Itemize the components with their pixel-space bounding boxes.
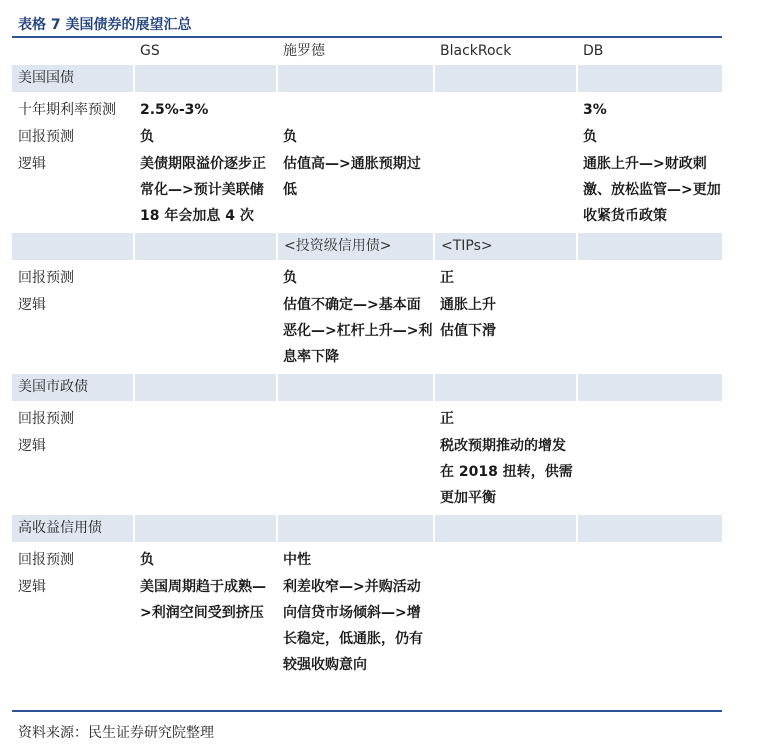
column-header-gs: GS — [140, 43, 160, 59]
column-header-schroders: 施罗德 — [283, 43, 325, 59]
table-cell — [577, 291, 722, 370]
table-cell — [277, 96, 434, 123]
table-cell — [577, 264, 722, 291]
table-row — [12, 264, 722, 291]
subheader — [577, 233, 722, 260]
table-cell: 负 — [140, 552, 154, 568]
section-band — [12, 515, 722, 542]
row-label: 逻辑 — [18, 579, 46, 595]
table-cell: 负 — [283, 270, 297, 286]
column-header-db: DB — [583, 43, 604, 59]
table-cell — [134, 432, 277, 511]
section-band — [12, 233, 722, 260]
table-cell: 正 — [440, 411, 454, 427]
table-bottom-rule — [12, 710, 722, 712]
bond-outlook-table — [12, 38, 722, 678]
table-cell: 负 — [140, 129, 154, 145]
row-label: 回报预测 — [18, 552, 74, 568]
table-cell: 估值不确定—>基本面恶化—>杠杆上升—>利息率下降 — [283, 297, 433, 365]
table-cell — [277, 432, 434, 511]
table-cell: 中性 — [283, 552, 311, 568]
section-title: 美国市政债 — [12, 374, 134, 401]
table-cell: 负 — [283, 129, 297, 145]
table-cell: 3% — [583, 102, 607, 118]
table-row — [12, 96, 722, 123]
table-cell — [577, 546, 722, 573]
table-cell — [434, 546, 577, 573]
column-header-blackrock: BlackRock — [440, 43, 512, 59]
table-cell: 通胀上升—>财政刺激、放松监管—>更加收紧货币政策 — [583, 156, 721, 224]
row-label: 回报预测 — [18, 411, 74, 427]
row-label: 逻辑 — [18, 297, 46, 313]
row-label: 回报预测 — [18, 270, 74, 286]
table-cell: 税改预期推动的增发在 2018 扭转，供需更加平衡 — [440, 438, 573, 506]
column-header-row — [12, 38, 722, 65]
table-cell: 美国周期趋于成熟—>利润空间受到挤压 — [140, 579, 266, 621]
section-band — [12, 374, 722, 401]
table-row — [12, 432, 722, 511]
table-cell: 利差收窄—>并购活动向信贷市场倾斜—>增长稳定，低通胀，仍有较强收购意向 — [283, 579, 423, 673]
table-cell — [434, 123, 577, 150]
row-label: 十年期利率预测 — [18, 102, 116, 118]
section-title — [12, 233, 134, 260]
subheader-investment-grade: <投资级信用债> — [277, 233, 434, 260]
subheader-tips: <TIPs> — [434, 233, 577, 260]
subheader — [134, 233, 277, 260]
row-label: 逻辑 — [18, 438, 46, 454]
section-band — [12, 65, 722, 92]
column-header — [12, 38, 134, 65]
table-cell — [577, 405, 722, 432]
table-row — [12, 150, 722, 229]
table-cell — [134, 291, 277, 370]
table-cell — [577, 432, 722, 511]
source-note: 资料来源：民生证券研究院整理 — [18, 725, 214, 741]
table-row — [12, 405, 722, 432]
table-row — [12, 123, 722, 150]
table-cell: 2.5%-3% — [140, 102, 209, 118]
table-cell — [277, 405, 434, 432]
section-title: 高收益信用债 — [12, 515, 134, 542]
table-row — [12, 291, 722, 370]
table-row — [12, 573, 722, 678]
table-cell — [434, 573, 577, 678]
table-cell: 通胀上升 估值下滑 — [440, 297, 496, 339]
table-cell: 估值高—>通胀预期过低 — [283, 156, 421, 198]
table-cell: 负 — [583, 129, 597, 145]
section-title: 美国国债 — [12, 65, 134, 92]
table-row — [12, 546, 722, 573]
table-cell — [434, 150, 577, 229]
row-label: 逻辑 — [18, 156, 46, 172]
table-cell — [134, 264, 277, 291]
table-cell — [577, 573, 722, 678]
table-cell: 正 — [440, 270, 454, 286]
row-label: 回报预测 — [18, 129, 74, 145]
table-cell — [134, 405, 277, 432]
table-cell: 美债期限溢价逐步正常化—>预计美联储 18 年会加息 4 次 — [140, 156, 266, 224]
table-title: 表格 7 美国债券的展望汇总 — [18, 17, 192, 33]
table-cell — [434, 96, 577, 123]
